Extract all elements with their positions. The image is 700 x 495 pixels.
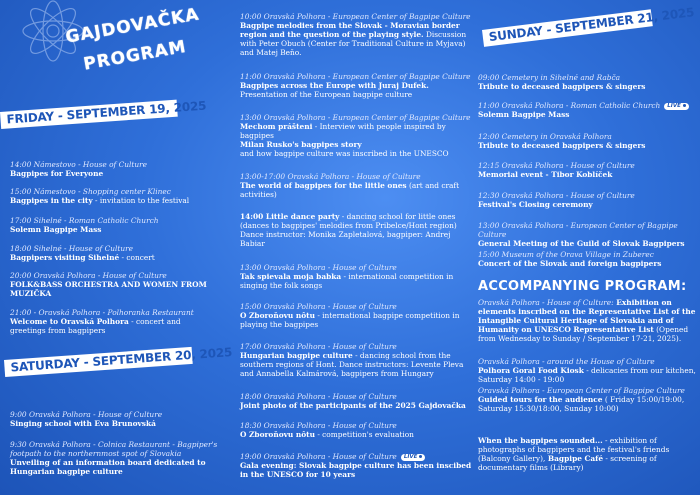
sunday-event-6: 13:00 Oravská Polhora - European Center of Bagpipe Culture General Meeting of the Guild of Slovak Bagpipers <box>478 221 685 248</box>
sunday-event-1: 09:00 Cemetery in Sihelné and Rabča Tribute to deceased bagpipers & singers <box>478 73 646 91</box>
friday-event-6: 21:00 - Oravská Polhora - Polhoranka Restaurant Welcome to Oravská Polhora - concert and greetings from bagpipers <box>10 308 194 335</box>
saturday-col2-event-7: 15:00 Oravská Polhora - House of Culture O Zboroňovu nôtu - international bagpipe competition in playing the bagpipes <box>240 302 460 329</box>
saturday-col2-event-5: 14:00 Little dance party - dancing school for little ones (dances to bagpipes' melodies from Pribelce/Hont region) Dance instructor: Monika Zapletalová, bagpiper: Andrej Babiar <box>240 212 457 248</box>
saturday-event-2: 9:30 Oravská Polhora - Colnica Restaurant - Bagpiper's footpath to the northernmost spot of Slovakia Unveiling of an information board dedicated to Hungarian bagpipe culture <box>10 440 218 476</box>
saturday-col2-event-4: 13:00-17:00 Oravská Polhora - House of Culture The world of bagpipes for the little ones (art and craft activities) <box>240 172 460 199</box>
title-line2: PROGRAM <box>82 36 189 75</box>
accompanying-item-4: When the bagpipes sounded... - exhibition of photographs of bagpipers and the festival's friends (Balcony Gallery), Bagpipe Café - screening of documentary films (Library) <box>478 436 670 472</box>
saturday-col2-event-1: 10:00 Oravská Polhora - European Center of Bagpipe Culture Bagpipe melodies from the Slovak - Moravian border region and the question of the playing style. Discussion with Peter Obuch (Center for Traditional Culture in Myjava) and Matej Beňo. <box>240 12 471 57</box>
title-line1: GAJDOVAČKA <box>64 4 201 48</box>
friday-event-1: 14:00 Námestovo - House of Culture Bagpipes for Everyone <box>10 160 148 178</box>
accompanying-item-2: Oravská Polhora - around the House of Culture Polhora Goral Food Kiosk - delicacies from our kitchen, Saturday 14:00 - 19:00 <box>478 357 696 384</box>
accompanying-item-3: Oravská Polhora - European Center of Bagpipe Culture Guided tours for the audience ( Friday 15:00/19:00, Saturday 15:30/18:00, Sunday 10:00) <box>478 386 685 413</box>
saturday-col2-event-6: 13:00 Oravská Polhora - House of Culture Tak spievala moja babka - international competition in singing the folk songs <box>240 263 454 290</box>
friday-event-5: 20:00 Oravská Polhora - House of Culture FOLK&BASS ORCHESTRA AND WOMEN FROM MUZIČKA <box>10 271 207 298</box>
accompanying-item-1: Oravská Polhora - House of Culture: Exhibition on elements inscribed on the Representative List of the Intangible Cultural Heritage of Slovakia and of Humanity on UNESCO Representative List (Opened from Wednesday to Sunday / September 17-21, 2025). <box>478 298 696 343</box>
saturday-heading: SATURDAY - SEPTEMBER 20, 2025 <box>4 347 193 377</box>
saturday-col2-event-8: 17:00 Oravská Polhora - House of Culture Hungarian bagpipe culture - dancing school from the southern regions of Hont. Dance instructors: Levente Pleva and Annabella Kalmárová, bagpipers from Hungary <box>240 342 464 378</box>
saturday-col2-event-2: 11:00 Oravská Polhora - European Center of Bagpipe Culture Bagpipes across the Europe with Juraj Dufek. Presentation of the European bagpipe culture <box>240 72 471 99</box>
live-dot-icon <box>683 104 686 107</box>
sunday-event-3: 12:00 Cemetery in Oravská Polhora Tribute to deceased bagpipers & singers <box>478 132 646 150</box>
saturday-col2-event-3: 13:00 Oravská Polhora - European Center of Bagpipe Culture Mechom prášteni - Interview with people inspired by bagpipes Milan Rusko's bagpipes story and how bagpipe culture was inscribed in the UNESCO <box>240 113 471 158</box>
friday-event-4: 18:00 Sihelné - House of Culture Bagpipers visiting Sihelné - concert <box>10 244 155 262</box>
sunday-event-2: 11:00 Oravská Polhora - Roman Catholic Church LIVE Solemn Bagpipe Mass <box>478 101 696 119</box>
friday-heading: FRIDAY - SEPTEMBER 19, 2025 <box>0 100 178 129</box>
friday-event-3: 17:00 Sihelné - Roman Catholic Church Solemn Bagpipe Mass <box>10 216 159 234</box>
sunday-heading: SUNDAY - SEPTEMBER 21, 2025 <box>482 9 653 47</box>
sunday-event-5: 12:30 Oravská Polhora - House of Culture Festival's Closing ceremony <box>478 191 635 209</box>
saturday-event-1: 9:00 Oravská Polhora - House of Culture Singing school with Eva Brunovská <box>10 410 163 428</box>
saturday-col2-event-10: 18:30 Oravská Polhora - House of Culture O Zboroňovu nôtu - competition's evaluation <box>240 421 414 439</box>
accompanying-heading: ACCOMPANYING PROGRAM: <box>478 279 687 294</box>
saturday-col2-event-11: 19:00 Oravská Polhora - House of Culture LIVE Gala evening: Slovak bagpipe culture has been inscibed in the UNESCO for 10 years <box>240 452 472 479</box>
friday-event-2: 15:00 Námestovo - Shopping center Klinec Bagpipes in the city - invitation to the festival <box>10 187 190 205</box>
live-badge: LIVE <box>664 103 689 110</box>
saturday-col2-event-9: 18:00 Oravská Polhora - House of Culture Joint photo of the participants of the 2025 Gajdovačka <box>240 392 466 410</box>
live-dot-icon <box>419 455 422 458</box>
sunday-event-7: 15:00 Museum of the Orava Village in Zuberec Concert of the Slovak and foreign bagpipers <box>478 250 662 268</box>
sunday-event-4: 12:15 Oravská Polhora - House of Culture Memorial event - Tibor Koblíček <box>478 161 635 179</box>
live-badge: LIVE <box>401 454 426 461</box>
